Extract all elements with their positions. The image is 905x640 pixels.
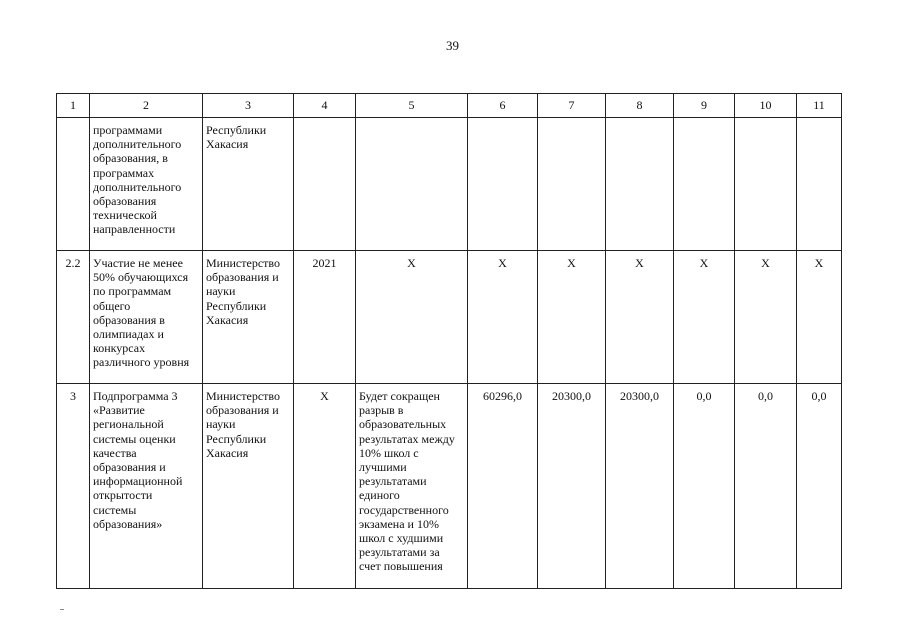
value-cell: 0,0	[797, 384, 842, 589]
header-cell: 10	[735, 94, 797, 118]
table-row	[57, 118, 842, 251]
table-header-row	[57, 94, 842, 118]
row-number-cell: 3	[57, 384, 90, 589]
value-cell: Х	[468, 251, 538, 384]
value-cell: Х	[797, 251, 842, 384]
data-table	[56, 93, 842, 589]
event-name-cell: Подпрограмма 3 «Развитие региональной системы оценки качества образования и информационной открытости системы образования»	[90, 384, 203, 589]
result-cell: Будет сокращен разрыв в образовательных результатах между 10% школ с лучшими результатами единого государственного экзамена и 10% школ с худшими результатами за счет повышения	[356, 384, 468, 589]
header-cell: 2	[90, 94, 203, 118]
header-cell: 4	[294, 94, 356, 118]
header-cell: 11	[797, 94, 842, 118]
value-cell: 0,0	[735, 384, 797, 589]
header-cell: 6	[468, 94, 538, 118]
header-cell: 8	[606, 94, 674, 118]
executor-cell: Министерство образования и науки Республики Хакасия	[203, 251, 294, 384]
event-name-cell: Участие не менее 50% обучающихся по программам общего образования в олимпиадах и конкурсах различного уровня	[90, 251, 203, 384]
value-cell: 20300,0	[606, 384, 674, 589]
event-name-cell: программами дополнительного образования, в программах дополнительного образования технической направленности	[90, 118, 203, 251]
value-cell: Х	[735, 251, 797, 384]
value-cell: Х	[538, 251, 606, 384]
scan-mark	[60, 609, 64, 610]
result-cell	[356, 118, 468, 251]
value-cell	[538, 118, 606, 251]
year-cell: 2021	[294, 251, 356, 384]
value-cell: Х	[606, 251, 674, 384]
value-cell: 0,0	[674, 384, 735, 589]
table-row	[57, 251, 842, 384]
table-row	[57, 384, 842, 589]
year-cell: Х	[294, 384, 356, 589]
header-cell: 9	[674, 94, 735, 118]
row-number-cell: 2.2	[57, 251, 90, 384]
value-cell	[674, 118, 735, 251]
executor-cell: Министерство образования и науки Республики Хакасия	[203, 384, 294, 589]
value-cell	[468, 118, 538, 251]
row-number-cell	[57, 118, 90, 251]
year-cell	[294, 118, 356, 251]
value-cell	[735, 118, 797, 251]
value-cell	[797, 118, 842, 251]
executor-cell: Республики Хакасия	[203, 118, 294, 251]
value-cell: 20300,0	[538, 384, 606, 589]
result-cell: Х	[356, 251, 468, 384]
header-cell: 7	[538, 94, 606, 118]
header-cell: 3	[203, 94, 294, 118]
page-number: 39	[446, 38, 459, 53]
value-cell: Х	[674, 251, 735, 384]
value-cell	[606, 118, 674, 251]
value-cell: 60296,0	[468, 384, 538, 589]
header-cell: 1	[57, 94, 90, 118]
header-cell: 5	[356, 94, 468, 118]
